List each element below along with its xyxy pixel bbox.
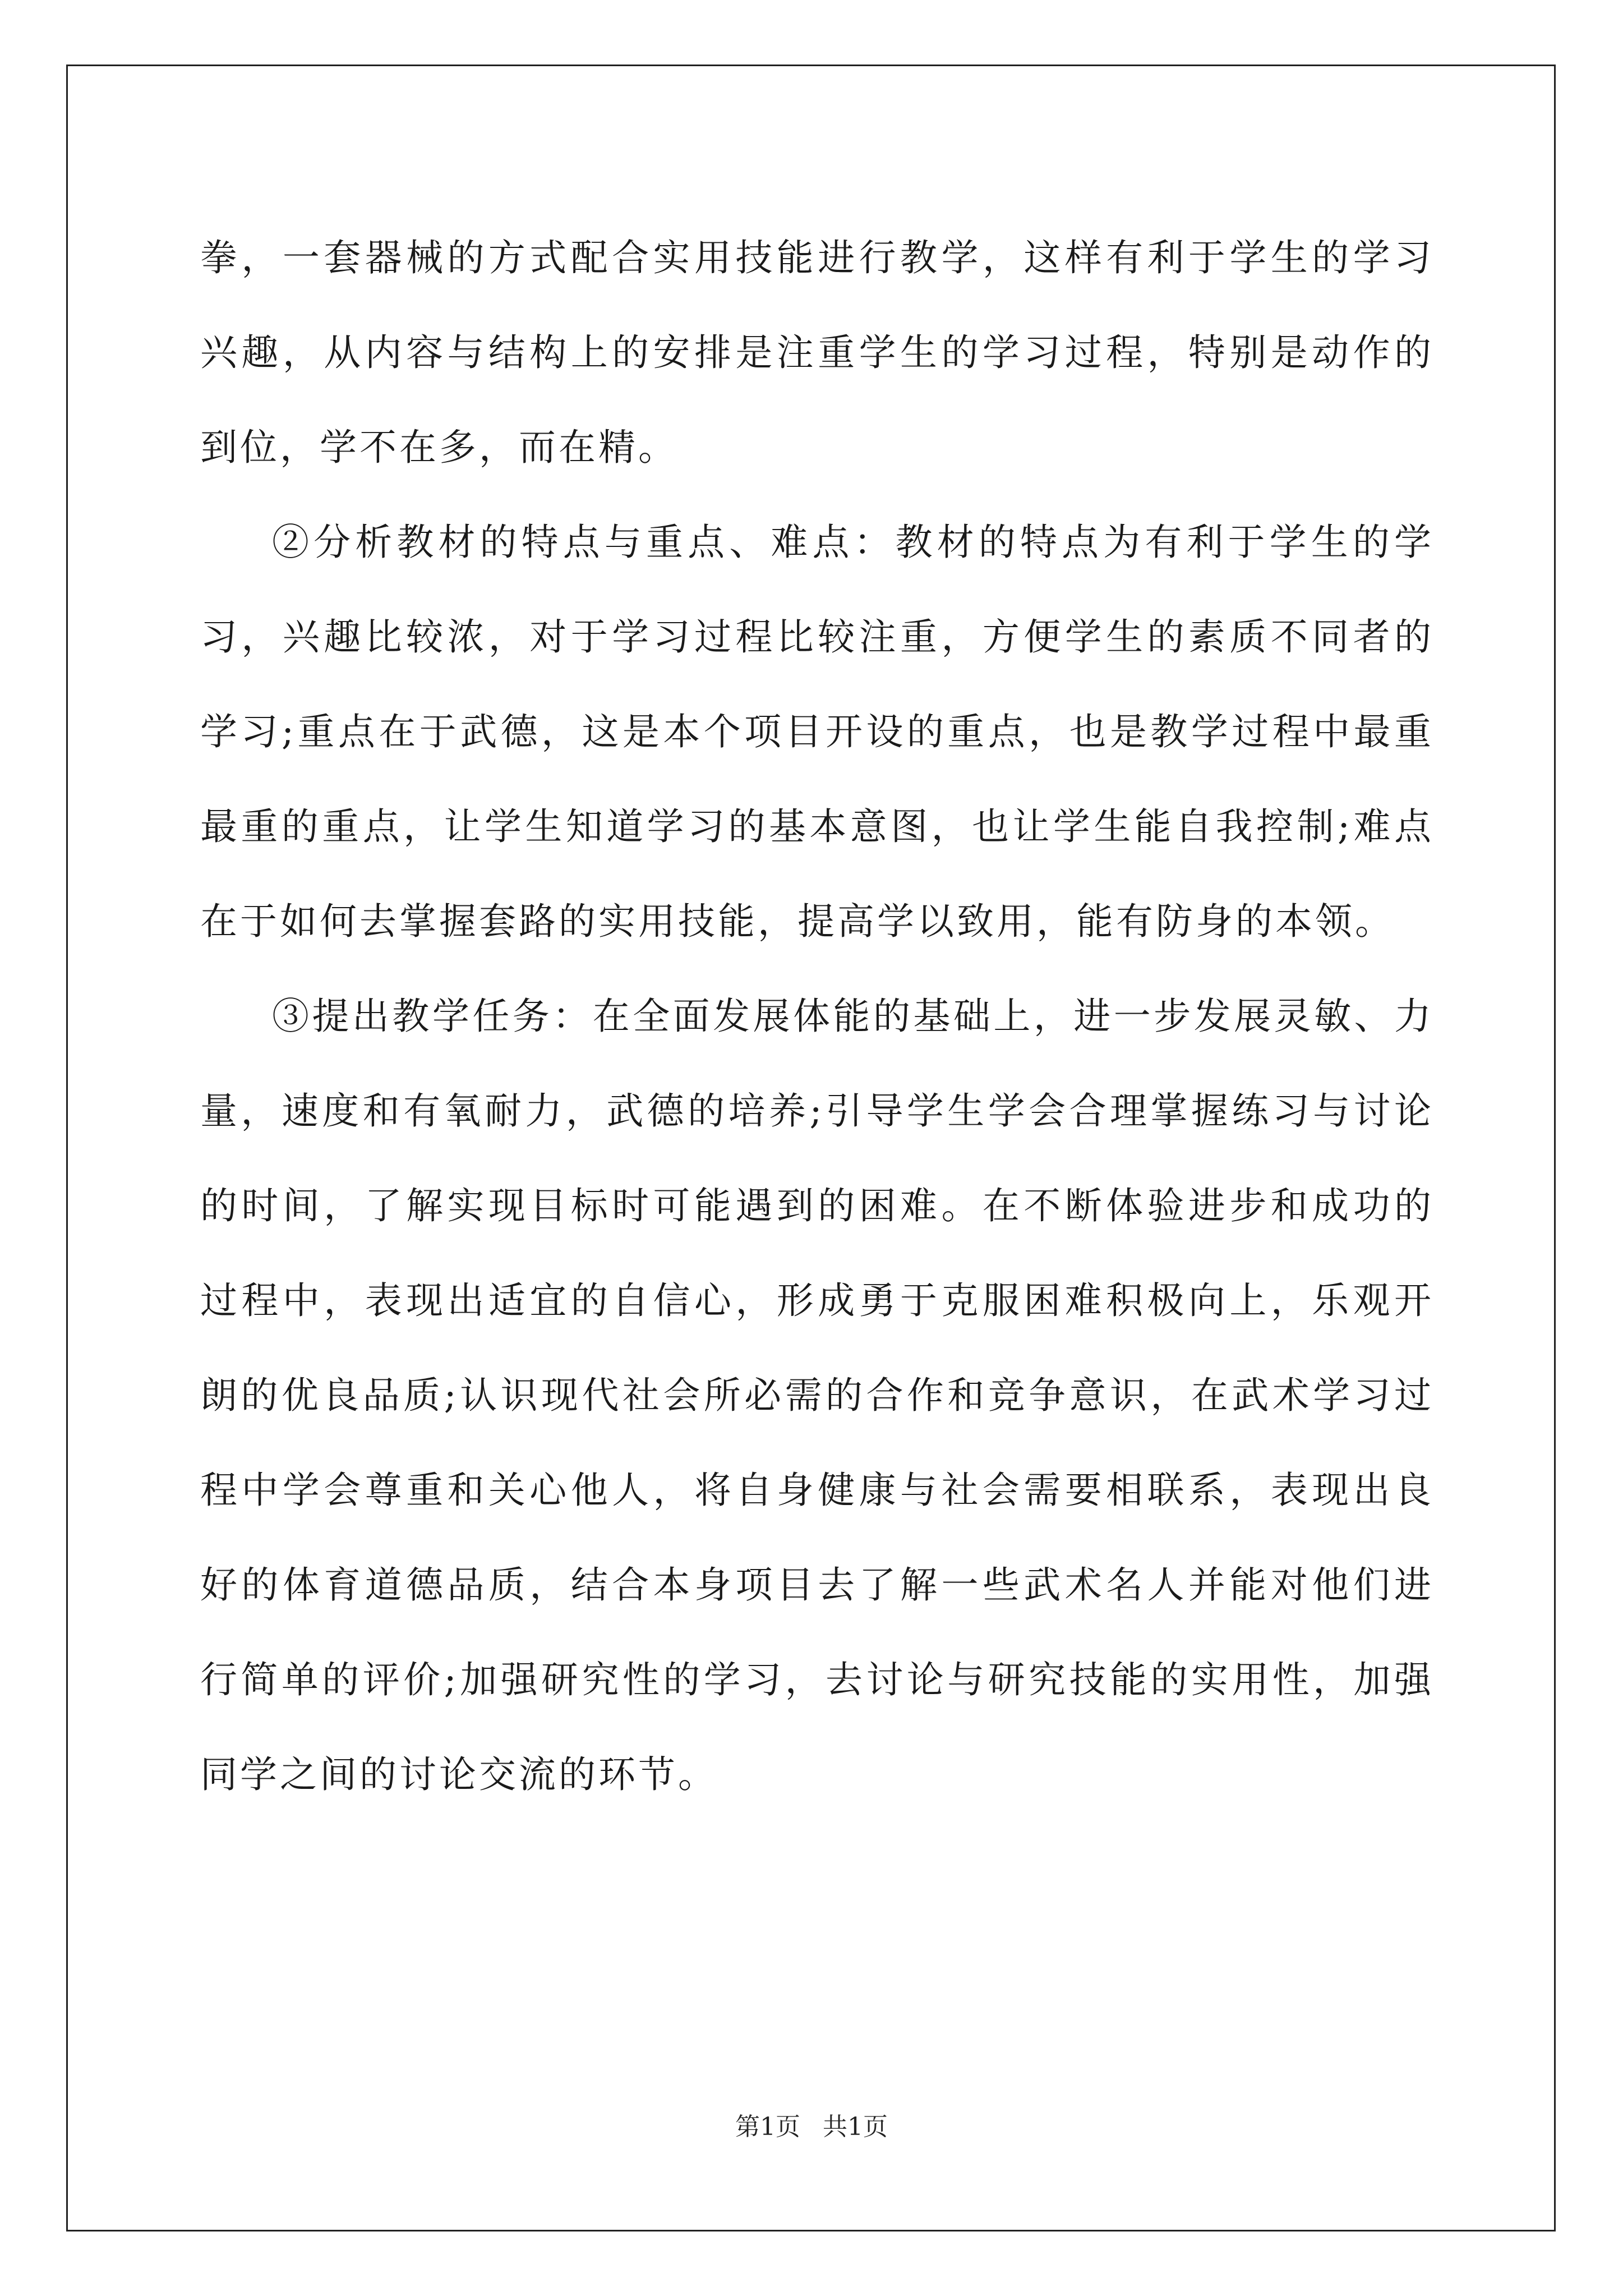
paragraph-2: ②分析教材的特点与重点、难点：教材的特点为有利于学生的学习，兴趣比较浓，对于学习过程比较注重，方便学生的素质不同者的学习;重点在于武德，这是本个项目开设的重点，也是教学过程中最重最重的重点，让学生知道学习的基本意图，也让学生能自我控制;难点在于如何去掌握套路的实用技能，提高学以致用，能有防身的本领。 <box>200 521 1434 943</box>
paragraph-3: ③提出教学任务：在全面发展体能的基础上，进一步发展灵敏、力量，速度和有氧耐力，武德的培养;引导学生学会合理掌握练习与讨论的时间，了解实现目标时可能遇到的困难。在不断体验进步和成功的过程中，表现出适宜的自信心，形成勇于克服困难积极向上，乐观开朗的优良品质;认识现代社会所必需的合作和竞争意识，在武术学习过程中学会尊重和关心他人，将自身健康与社会需要相联系，表现出良好的体育道德品质，结合本身项目去了解一些武术名人并能对他们进行简单的评价;加强研究性的学习，去讨论与研究技能的实用性，加强同学之间的讨论交流的环节。 <box>200 995 1434 1796</box>
page-number-total: 共1页 <box>823 2113 888 2141</box>
page-footer <box>0 2106 1623 2142</box>
document-body <box>200 210 1434 1822</box>
paragraph-1: 拳，一套器械的方式配合实用技能进行教学，这样有利于学生的学习兴趣，从内容与结构上的安排是注重学生的学习过程，特别是动作的到位，学不在多，而在精。 <box>200 236 1434 469</box>
page-number-current: 第1页 <box>735 2113 800 2141</box>
